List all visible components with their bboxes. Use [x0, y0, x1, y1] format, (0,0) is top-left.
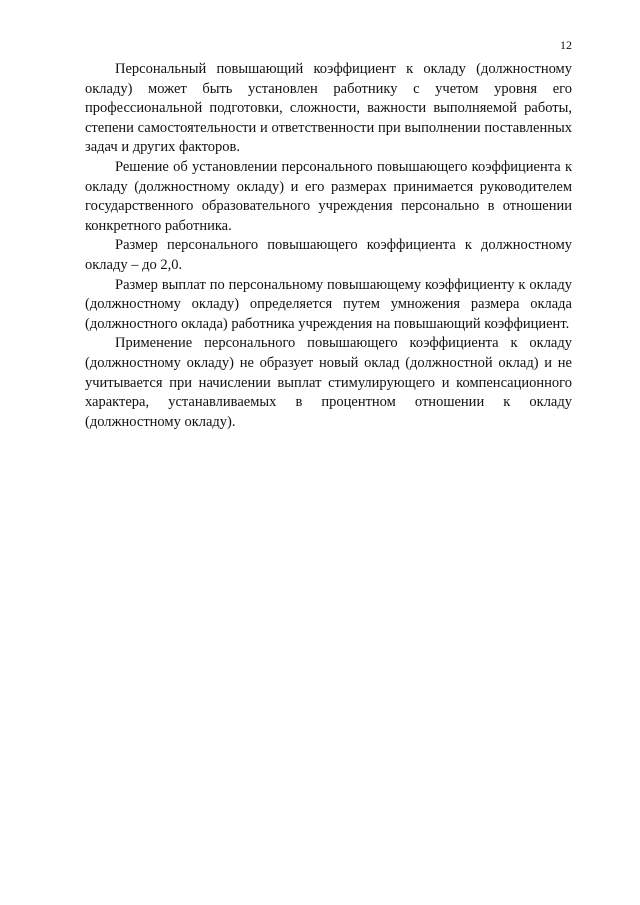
paragraph-decision: Решение об установлении персонального повышающего коэффициента к окладу (должностному окладу) и его размерах принимается руководителем государственного образовательного учреждения персонально в отношении конкретного работника.	[85, 158, 572, 234]
paragraph-application: Применение персонального повышающего коэффициента к окладу (должностному окладу) не образует новый оклад (должностной оклад) и не учитывается при начислении выплат стимулирующего и компенсационного характера, устанавливаемых в процентном отношении к окладу (должностному окладу).	[85, 335, 572, 430]
page-number: 12	[560, 38, 572, 52]
paragraph-payment-size: Размер выплат по персональному повышающему коэффициенту к окладу (должностному окладу) определяется путем умножения размера оклада (должностного оклада) работника учреждения на повышающий коэффициент.	[85, 276, 572, 332]
paragraph-personal-coefficient: Персональный повышающий коэффициент к окладу (должностному окладу) может быть установлен работнику с учетом уровня его профессиональной подготовки, сложности, важности выполняемой работы, степени самостоятельности и ответственности при выполнении поставленных задач и других факторов.	[85, 61, 572, 156]
paragraph-coefficient-size: Размер персонального повышающего коэффициента к должностному окладу – до 2,0.	[85, 237, 572, 273]
document-body	[85, 60, 572, 432]
